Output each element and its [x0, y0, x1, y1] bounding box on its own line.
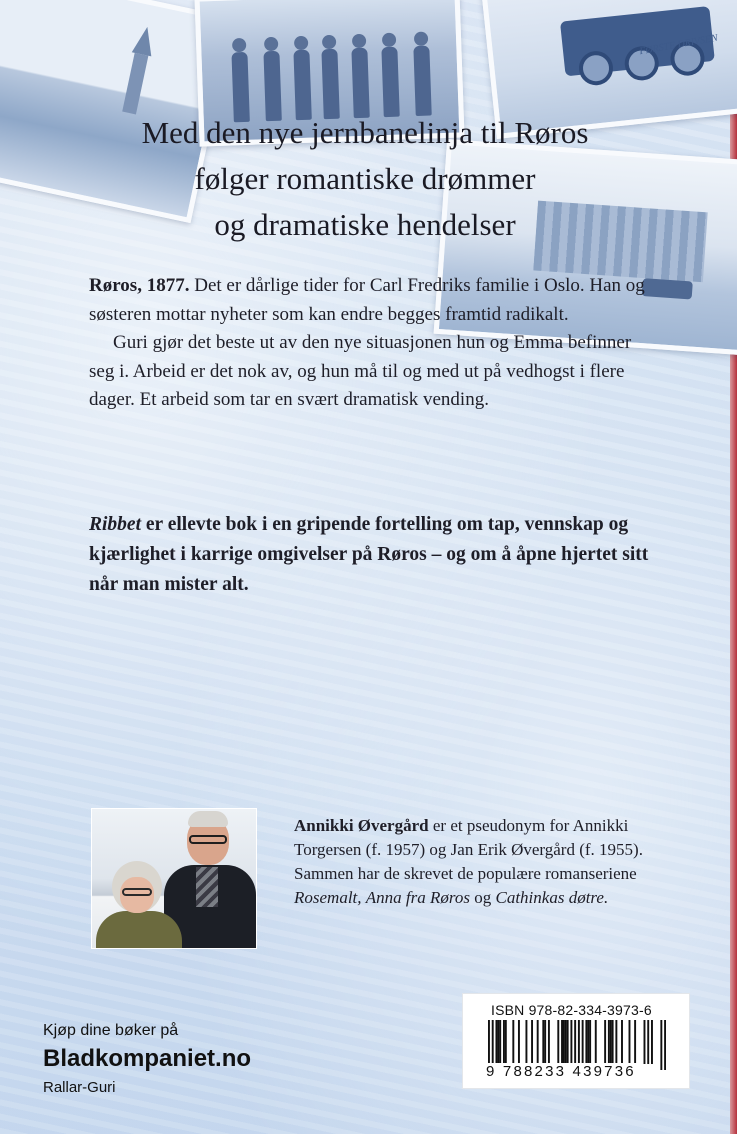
barcode-bar: [651, 1020, 653, 1064]
barcode-bar: [570, 1020, 572, 1064]
blurb: [89, 510, 649, 600]
scarf: [96, 911, 182, 949]
barcode-bar: [525, 1020, 527, 1064]
author-photo: [91, 808, 257, 949]
barcode-bar: [589, 1020, 591, 1064]
headline: [60, 110, 670, 248]
barcode-bar: [615, 1020, 617, 1064]
barcode-bar: [557, 1020, 559, 1064]
postcard-caption: FØRSTE DRIVSEN: [638, 32, 719, 58]
worker-figure: [321, 49, 339, 120]
separator: og: [470, 888, 496, 907]
barcode-bar: [537, 1020, 539, 1064]
author-name: Annikki Øvergård: [294, 816, 429, 835]
barcode-bar: [542, 1020, 544, 1064]
barcode-bar: [531, 1020, 533, 1064]
barcode-bar: [563, 1020, 565, 1064]
barcode-bar: [505, 1020, 507, 1064]
barcode-bar: [664, 1020, 666, 1070]
barcode-box: [462, 993, 690, 1089]
barcode-bar: [499, 1020, 501, 1064]
synopsis-paragraph: Guri gjør det beste ut av den nye situasjonen hun og Emma befinner seg i. Arbeid er det nok av, og hun må til og med ut på vedhogst i flere dager. Et arbeid som tar en svært dramatisk vending.: [89, 332, 632, 410]
headline-line: Med den nye jernbanelinja til Røros: [141, 115, 589, 150]
barcode-bar: [495, 1020, 497, 1064]
barcode-bar: [647, 1020, 649, 1064]
barcode-bar: [503, 1020, 505, 1064]
barcode-bar: [585, 1020, 587, 1064]
shop-info: [43, 1021, 303, 1099]
barcode-bar: [548, 1020, 550, 1064]
barcode-bar: [608, 1020, 610, 1064]
barcode-bar: [497, 1020, 499, 1064]
barcode-bar: [610, 1020, 612, 1064]
barcode-bar: [604, 1020, 606, 1064]
horse-cart: [642, 278, 693, 299]
worker-figure: [413, 46, 431, 117]
barcode-bar: [518, 1020, 520, 1064]
barcode-bar: [621, 1020, 623, 1064]
barcode-bar: [544, 1020, 546, 1064]
barcode-bar: [561, 1020, 563, 1064]
barcode-bar: [582, 1020, 584, 1064]
author-woman: [96, 861, 182, 949]
barcode-bar: [595, 1020, 597, 1064]
barcode-bar: [587, 1020, 589, 1064]
synopsis-lead: Røros, 1877.: [89, 275, 190, 296]
glasses: [189, 835, 227, 844]
barcode-bar: [660, 1020, 662, 1070]
headline-line: følger romantiske drømmer: [194, 161, 536, 196]
series-title: Rosemalt,: [294, 888, 362, 907]
worker-figure: [381, 47, 399, 118]
barcode-bar: [634, 1020, 636, 1064]
shop-website-link[interactable]: Bladkompaniet.no: [43, 1045, 252, 1072]
barcode-bar: [612, 1020, 614, 1064]
blurb-text: er ellevte bok i en gripende fortelling om tap, vennskap og kjærlighet i karrige omgivelser på Røros – og om å åpne hjertet sitt når man mister alt.: [89, 514, 649, 595]
headline-line: og dramatiske hendelser: [214, 207, 516, 242]
glasses: [122, 888, 152, 896]
shop-line: Kjøp dine bøker på: [43, 1022, 179, 1039]
barcode-bar: [644, 1020, 646, 1064]
hair: [188, 811, 228, 827]
barcode-bar: [512, 1020, 514, 1064]
series-title: Cathinkas døtre.: [495, 888, 609, 907]
scarf: [196, 867, 218, 907]
author-text: er et pseudonym for Annikki Torgersen (f. 1957) og Jan Erik Øvergård (f. 1955). Sammen har de skrevet de populære romanseriene: [294, 816, 643, 883]
synopsis-paragraph: [89, 272, 649, 329]
worker-figure: [351, 48, 369, 119]
barcode-bar: [565, 1020, 567, 1064]
synopsis: [89, 272, 649, 415]
isbn-label: ISBN 978-82-334-3973-6: [491, 1002, 652, 1018]
series-title: Anna fra Røros: [365, 888, 470, 907]
barcode-number: 9 788233 439736: [486, 1063, 636, 1080]
book-title: Ribbet: [89, 514, 141, 535]
barcode-bar: [567, 1020, 569, 1064]
synopsis-text: Det er dårlige tider for Carl Fredriks familie i Oslo. Han og søsteren mottar nyheter som kan endre begges framtid radikalt.: [89, 275, 645, 325]
author-bio: [294, 814, 654, 910]
barcode-bar: [629, 1020, 631, 1064]
series-name: Rallar-Guri: [43, 1079, 116, 1096]
